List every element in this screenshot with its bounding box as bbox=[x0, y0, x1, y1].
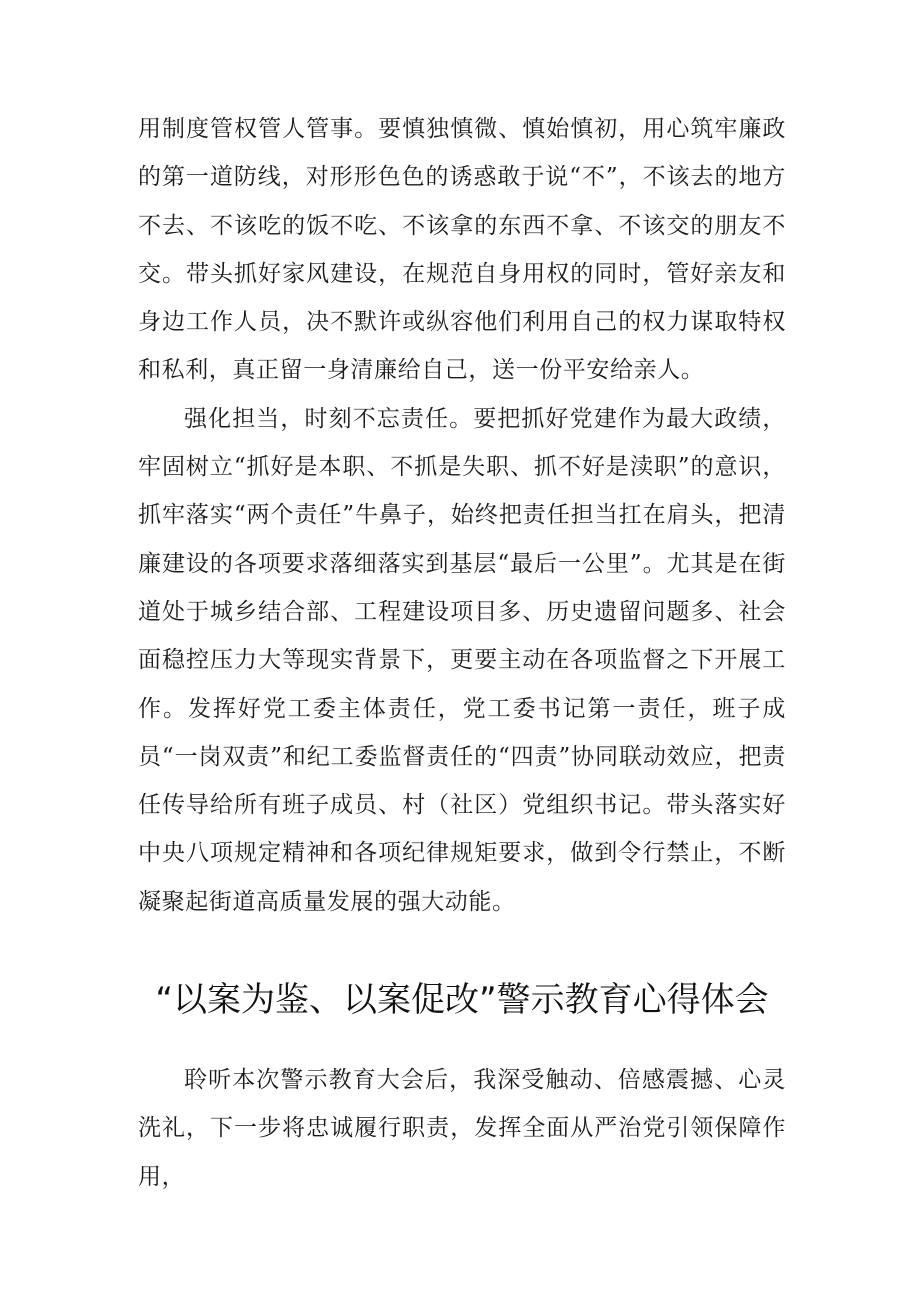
section-opening-paragraph: 聆听本次警示教育大会后，我深受触动、倍感震撼、心灵洗礼，下一步将忠诚履行职责，发挥全面从严治党引领保障作用， bbox=[138, 1067, 786, 1190]
paragraph-strengthen-responsibility: 强化担当，时刻不忘责任。要把抓好党建作为最大政绩，牢固树立“抓好是本职、不抓是失职、抓不好是渎职”的意识，抓牢落实“两个责任”牛鼻子，始终把责任担当扛在肩头，把清廉建设的各项要求落细落实到基层“最后一公里”。尤其是在街道处于城乡结合部、工程建设项目多、历史遗留问题多、社会面稳控压力大等现实背景下，更要主动在各项监督之下开展工作。发挥好党工委主体责任，党工委书记第一责任，班子成员“一岗双责”和纪工委监督责任的“四责”协同联动效应，把责任传导给所有班子成员、村（社区）党组织书记。带头落实好中央八项规定精神和各项纪律规矩要求，做到令行禁止，不断凝聚起街道高质量发展的强大动能。 bbox=[138, 405, 786, 915]
section-title: “以案为鉴、以案促改”警示教育心得体会 bbox=[155, 980, 769, 1020]
continued-paragraph: 用制度管权管人管事。要慎独慎微、慎始慎初，用心筑牢廉政的第一道防线，对形形色色的诱惑敢于说“不”，不该去的地方不去、不该吃的饭不吃、不该拿的东西不拿、不该交的朋友不交。带头抓好家风建设，在规范自身用权的同时，管好亲友和身边工作人员，决不默许或纵容他们利用自己的权力谋取特权和私利，真正留一身清廉给自己，送一份平安给亲人。 bbox=[138, 116, 786, 384]
body-text-upper bbox=[138, 105, 786, 926]
body-text-lower bbox=[138, 1056, 786, 1201]
